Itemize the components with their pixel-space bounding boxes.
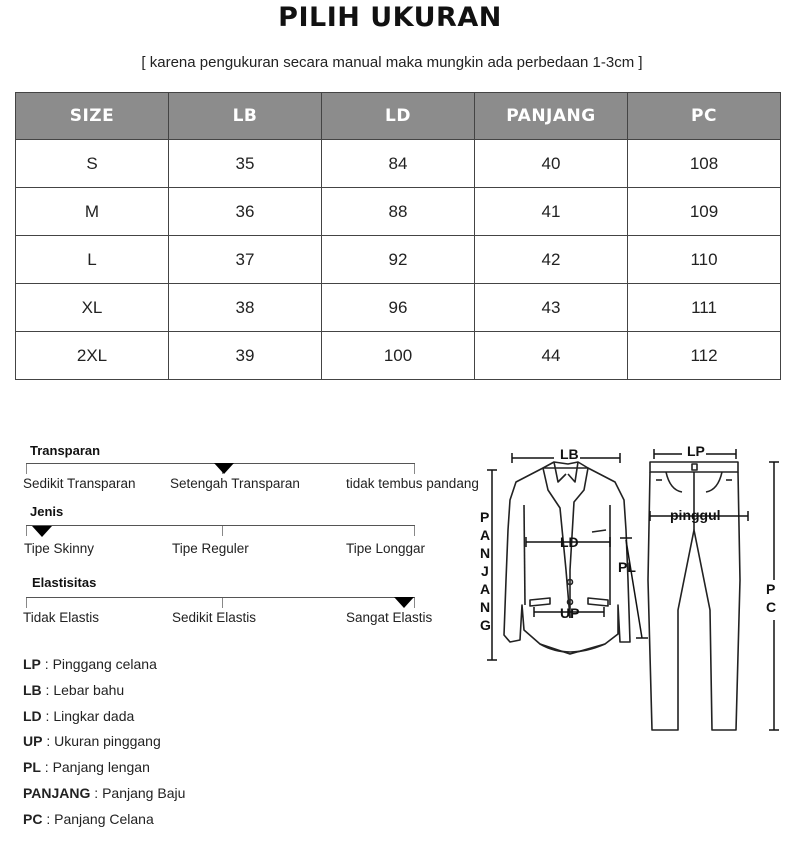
legend-text: Lingkar dada bbox=[53, 707, 135, 724]
cell-panjang: 44 bbox=[475, 332, 628, 380]
table-row bbox=[16, 140, 781, 188]
legend-item: PC : Panjang Celana bbox=[23, 810, 154, 827]
cell-size: L bbox=[16, 236, 169, 284]
cell-panjang: 43 bbox=[475, 284, 628, 332]
cell-lb: 37 bbox=[169, 236, 322, 284]
cell-lb: 39 bbox=[169, 332, 322, 380]
scale-tick bbox=[26, 526, 27, 536]
cell-size: 2XL bbox=[16, 332, 169, 380]
cell-panjang: 42 bbox=[475, 236, 628, 284]
cell-size: XL bbox=[16, 284, 169, 332]
label-pc-letter: C bbox=[766, 599, 777, 615]
cell-ld: 84 bbox=[322, 140, 475, 188]
header-panjang: PANJANG bbox=[475, 93, 628, 140]
table-row bbox=[16, 188, 781, 236]
pants-icon bbox=[648, 462, 740, 730]
legend-abbr: LD bbox=[23, 707, 42, 724]
cell-ld: 96 bbox=[322, 284, 475, 332]
scale-line bbox=[26, 597, 415, 598]
scale-line bbox=[26, 525, 415, 526]
legend-item: LB : Lebar bahu bbox=[23, 681, 125, 698]
scale-title: Elastisitas bbox=[32, 575, 97, 590]
legend-item: UP : Ukuran pinggang bbox=[23, 733, 161, 750]
scale-label: Tipe Skinny bbox=[24, 541, 95, 556]
cell-lb: 35 bbox=[169, 140, 322, 188]
legend-abbr: LP bbox=[23, 656, 41, 672]
legend-item: PL : Panjang lengan bbox=[23, 759, 150, 776]
table-header-row bbox=[16, 93, 781, 140]
label-pinggul: pinggul bbox=[670, 507, 721, 523]
cell-panjang: 41 bbox=[475, 188, 628, 236]
table-row bbox=[16, 284, 781, 332]
legend-text: Panjang lengan bbox=[52, 759, 150, 776]
scale-tick bbox=[26, 464, 27, 474]
legend-abbr: PANJANG bbox=[23, 784, 91, 801]
label-panjang-letter: N bbox=[480, 599, 491, 615]
header-size: SIZE bbox=[16, 93, 169, 140]
label-panjang-letter: N bbox=[480, 545, 491, 561]
legend-item: LD : Lingkar dada bbox=[23, 707, 135, 724]
scale-label: Tipe Longgar bbox=[346, 541, 426, 556]
label-panjang-letter: G bbox=[480, 617, 491, 633]
garment-measurement-illustration bbox=[470, 430, 790, 850]
jacket-icon bbox=[504, 462, 630, 654]
cell-lb: 36 bbox=[169, 188, 322, 236]
scale-label: Setengah Transparan bbox=[170, 476, 300, 491]
table-row bbox=[16, 332, 781, 380]
cell-ld: 92 bbox=[322, 236, 475, 284]
scale-tick bbox=[414, 464, 415, 474]
scale-tick bbox=[26, 598, 27, 608]
scale-elastisitas bbox=[22, 575, 433, 630]
selected-marker-icon bbox=[32, 526, 52, 537]
dimension-lines bbox=[487, 449, 779, 730]
header-pc: PC bbox=[628, 93, 781, 140]
scale-label: Sedikit Elastis bbox=[172, 610, 257, 625]
cell-pc: 109 bbox=[628, 188, 781, 236]
legend-text: Panjang Baju bbox=[102, 784, 186, 801]
label-up: UP bbox=[560, 605, 580, 621]
scale-jenis bbox=[22, 504, 426, 559]
legend-item: PANJANG : Panjang Baju bbox=[23, 784, 186, 801]
scale-tick bbox=[414, 598, 415, 608]
cell-ld: 88 bbox=[322, 188, 475, 236]
selected-marker-icon bbox=[394, 597, 414, 608]
label-lb: LB bbox=[560, 446, 579, 462]
selected-marker-icon bbox=[214, 463, 234, 474]
scale-title: Transparan bbox=[30, 443, 101, 458]
label-lp: LP bbox=[687, 443, 705, 459]
cell-pc: 111 bbox=[628, 284, 781, 332]
legend-abbr: LB bbox=[23, 681, 42, 698]
legend-item: LP : Pinggang celana bbox=[23, 656, 157, 672]
cell-size: S bbox=[16, 140, 169, 188]
label-panjang-letter: J bbox=[481, 563, 489, 579]
label-panjang-letter: A bbox=[480, 527, 491, 543]
label-panjang-letter: A bbox=[480, 581, 491, 597]
cell-pc: 112 bbox=[628, 332, 781, 380]
legend-text: Pinggang celana bbox=[52, 656, 157, 672]
label-panjang-letter: P bbox=[480, 509, 490, 525]
header-ld: LD bbox=[322, 93, 475, 140]
scale-tick bbox=[414, 526, 415, 536]
cell-pc: 110 bbox=[628, 236, 781, 284]
legend-abbr: UP bbox=[23, 733, 43, 750]
scale-label: Sedikit Transparan bbox=[23, 476, 136, 491]
header-lb: LB bbox=[169, 93, 322, 140]
cell-panjang: 40 bbox=[475, 140, 628, 188]
legend-text: Ukuran pinggang bbox=[54, 733, 161, 750]
scale-label: Sangat Elastis bbox=[346, 610, 433, 625]
scale-label: Tidak Elastis bbox=[23, 610, 100, 625]
measurement-note: [ karena pengukuran secara manual maka mungkin ada perbedaan 1-3cm ] bbox=[141, 54, 643, 71]
legend-text: Panjang Celana bbox=[54, 810, 154, 827]
scale-label: Tipe Reguler bbox=[172, 541, 249, 556]
label-pc-letter: P bbox=[766, 581, 776, 597]
label-ld: LD bbox=[560, 534, 579, 550]
legend-abbr: PL bbox=[23, 759, 41, 776]
table-row bbox=[16, 236, 781, 284]
scale-tick bbox=[222, 526, 223, 536]
label-pl: PL bbox=[618, 559, 636, 575]
scale-tick bbox=[222, 598, 223, 608]
cell-lb: 38 bbox=[169, 284, 322, 332]
measurement-legend bbox=[23, 656, 185, 837]
scale-transparan bbox=[22, 443, 479, 493]
page-title: PILIH UKURAN bbox=[278, 2, 502, 33]
legend-text: Lebar bahu bbox=[53, 681, 125, 698]
cell-size: M bbox=[16, 188, 169, 236]
legend-abbr: PC bbox=[23, 810, 43, 827]
cell-pc: 108 bbox=[628, 140, 781, 188]
cell-ld: 100 bbox=[322, 332, 475, 380]
scale-title: Jenis bbox=[30, 504, 64, 519]
scale-label: tidak tembus pandang bbox=[346, 476, 479, 491]
size-table bbox=[15, 92, 781, 380]
